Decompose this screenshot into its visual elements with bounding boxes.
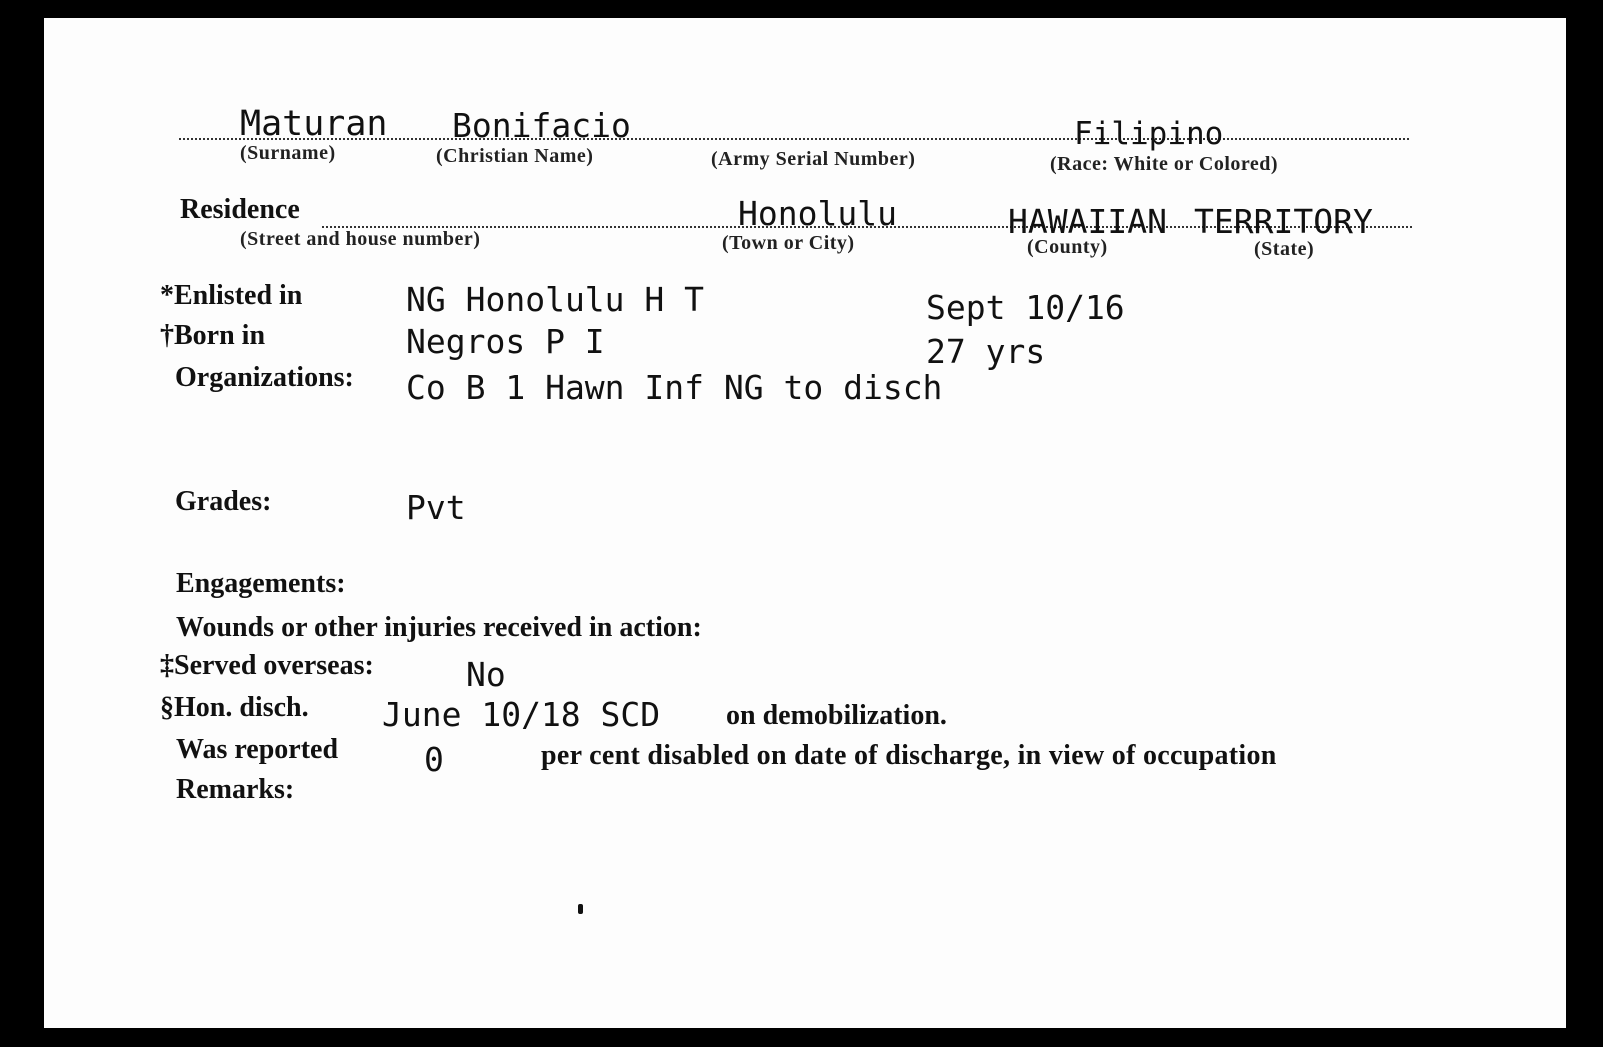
christian-name-caption: (Christian Name): [436, 145, 594, 167]
surname-caption: (Surname): [240, 142, 336, 164]
grades-value: Pvt: [406, 488, 466, 527]
remarks-label: Remarks:: [176, 774, 295, 805]
wounds-label: Wounds or other injuries received in action:: [176, 612, 702, 643]
born-age: 27 yrs: [926, 332, 1046, 371]
surname-value: Maturan: [240, 104, 388, 144]
hon-disch-suffix: on demobilization.: [726, 700, 947, 731]
town-value: Honolulu: [738, 194, 897, 233]
enlisted-value: NG Honolulu H T: [406, 280, 705, 319]
served-overseas-label: ‡Served overseas:: [160, 650, 374, 681]
state-caption: (State): [1254, 238, 1315, 260]
born-value: Negros P I: [406, 322, 605, 361]
hon-disch-value: June 10/18 SCD: [382, 695, 661, 734]
hon-disch-label: §Hon. disch.: [160, 692, 309, 723]
reported-suffix: per cent disabled on date of discharge, in view of occupation: [541, 740, 1277, 771]
born-label: †Born in: [160, 320, 266, 351]
grades-label: Grades:: [175, 486, 272, 517]
residence-label: Residence: [180, 194, 300, 225]
town-caption: (Town or City): [722, 232, 855, 254]
serial-caption: (Army Serial Number): [711, 148, 916, 170]
organizations-label: Organizations:: [175, 362, 354, 393]
reported-value: 0: [424, 740, 444, 779]
county-caption: (County): [1027, 236, 1108, 258]
state-value: TERRITORY: [1194, 202, 1373, 241]
organizations-value: Co B 1 Hawn Inf NG to disch: [406, 368, 943, 407]
enlisted-date: Sept 10/16: [926, 288, 1125, 327]
county-value: HAWAIIAN: [1008, 202, 1167, 241]
race-value: Filipino: [1074, 116, 1224, 152]
street-caption: (Street and house number): [240, 228, 481, 250]
christian-name-value: Bonifacio: [452, 106, 631, 145]
served-overseas-value: No: [466, 655, 506, 694]
ink-speck: [578, 904, 583, 914]
race-caption: (Race: White or Colored): [1050, 153, 1279, 175]
engagements-label: Engagements:: [176, 568, 346, 599]
service-record-card: [44, 18, 1566, 1028]
enlisted-label: *Enlisted in: [160, 280, 303, 311]
reported-label: Was reported: [176, 734, 339, 765]
